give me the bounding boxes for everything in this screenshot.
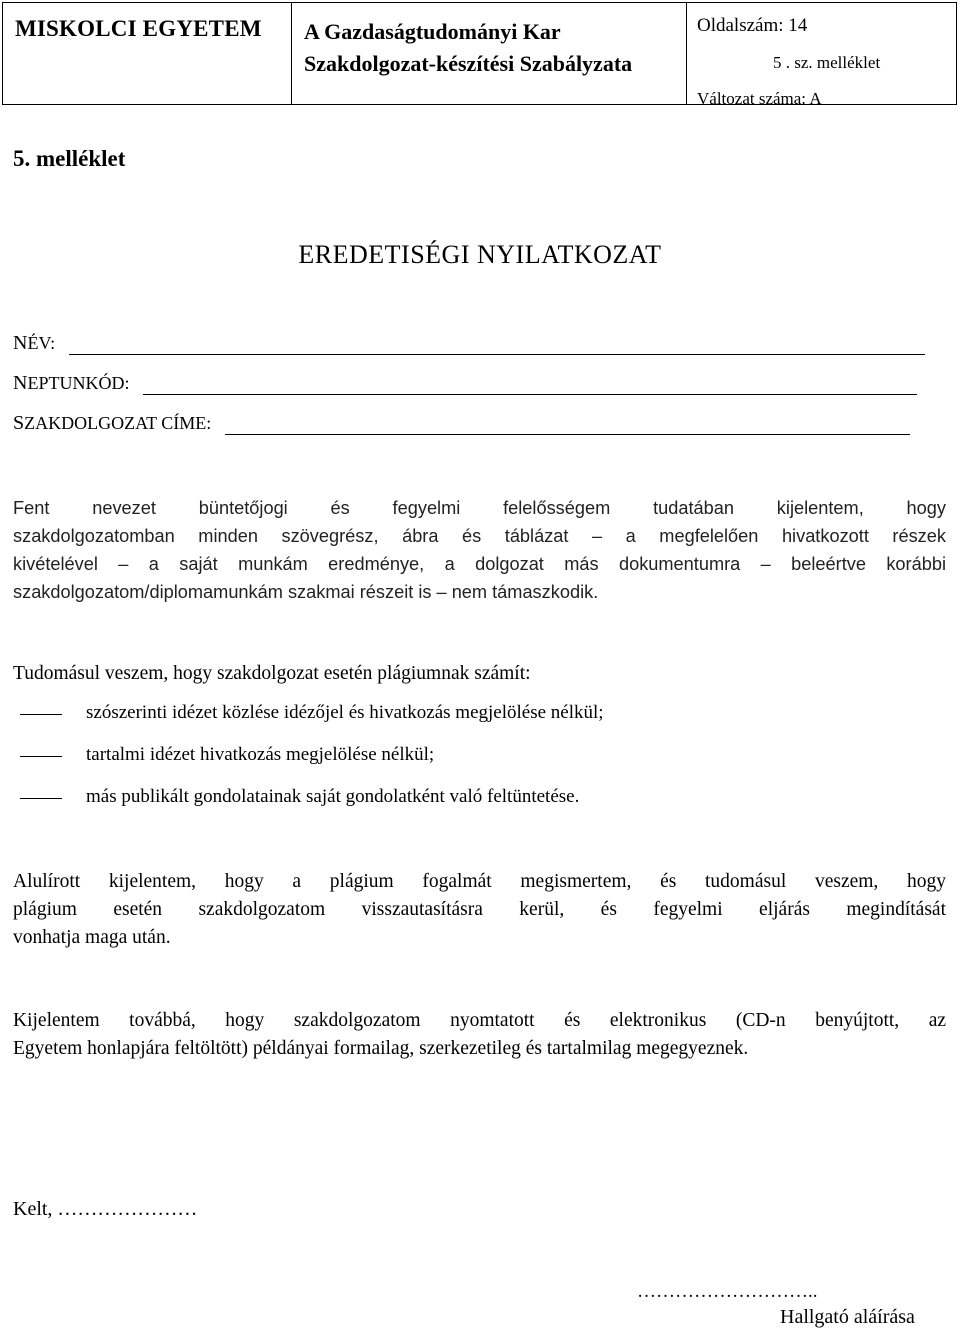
name-field (13, 332, 925, 355)
acknowledgement-paragraph: Alulírott kijelentem, hogy a plágium fogalmát megismertem, és tudomásul veszem, hogy plágium esetén szakdolgozatom visszautasításra kerül, és fegyelmi eljárás megindítását vonhatja maga után. (13, 871, 946, 948)
list-item: szószerinti idézet közlése idézőjel és hivatkozás megjelölése nélkül; (20, 702, 604, 724)
place-date-line[interactable]: Kelt, ………………… (13, 1198, 198, 1220)
list-item: más publikált gondolatainak saját gondolatként való feltüntetése. (20, 786, 579, 808)
declaration-paragraph: Fent nevezet büntetőjogi és fegyelmi felelősségem tudatában kijelentem, hogy szakdolgozatomban minden szövegrész, ábra és táblázat – a megfelelően hivatkozott részek kivételével – a saját munkám eredménye, a dolgozat más dokumentumra – beleértve korábbi szakdolgozatom/diplomamunkám szakmai részeit is – nem támaszkodik. (13, 498, 946, 602)
neptun-label: NEPTUNKÓD: (13, 372, 130, 394)
thesis-title-field (13, 412, 910, 435)
signature-line[interactable]: ……………………….. (637, 1281, 818, 1302)
plagiarism-intro: Tudomásul veszem, hogy szakdolgozat esetén plágiumnak számít: (13, 663, 531, 684)
document-header (2, 2, 957, 108)
university-cell (3, 3, 292, 104)
thesis-title-label: SZAKDOLGOZAT CÍME: (13, 412, 212, 434)
list-item: tartalmi idézet hivatkozás megjelölése nélkül; (20, 744, 434, 766)
thesis-title-input-line[interactable] (225, 416, 910, 435)
faculty-cell (292, 3, 687, 104)
dash-bullet (20, 756, 62, 757)
dash-bullet (20, 798, 62, 799)
page-number: Oldalszám: 14 (697, 15, 808, 36)
university-name: MISKOLCI EGYETEM (15, 16, 262, 41)
dash-bullet (20, 714, 62, 715)
neptun-field (13, 372, 917, 395)
meta-cell (687, 3, 956, 108)
version-label: Változat száma: A (697, 89, 822, 108)
signature-label: Hallgató aláírása (780, 1306, 915, 1328)
annex-label: 5 . sz. melléklet (773, 53, 881, 72)
regulation-name: Szakdolgozat-készítési Szabályzata (304, 51, 633, 76)
section-title: 5. melléklet (13, 146, 126, 171)
name-label: NÉV: (13, 332, 56, 354)
copies-paragraph: Kijelentem továbbá, hogy szakdolgozatom nyomtatott és elektronikus (CD-n benyújtott, az Egyetem honlapjára feltöltött) példányai formailag, szerkezetileg és tartalmilag megegyeznek. (13, 1010, 946, 1059)
neptun-input-line[interactable] (143, 376, 917, 395)
faculty-name: A Gazdaságtudományi Kar (304, 19, 561, 44)
document-title: EREDETISÉGI NYILATKOZAT (298, 240, 662, 269)
name-input-line[interactable] (69, 336, 925, 355)
